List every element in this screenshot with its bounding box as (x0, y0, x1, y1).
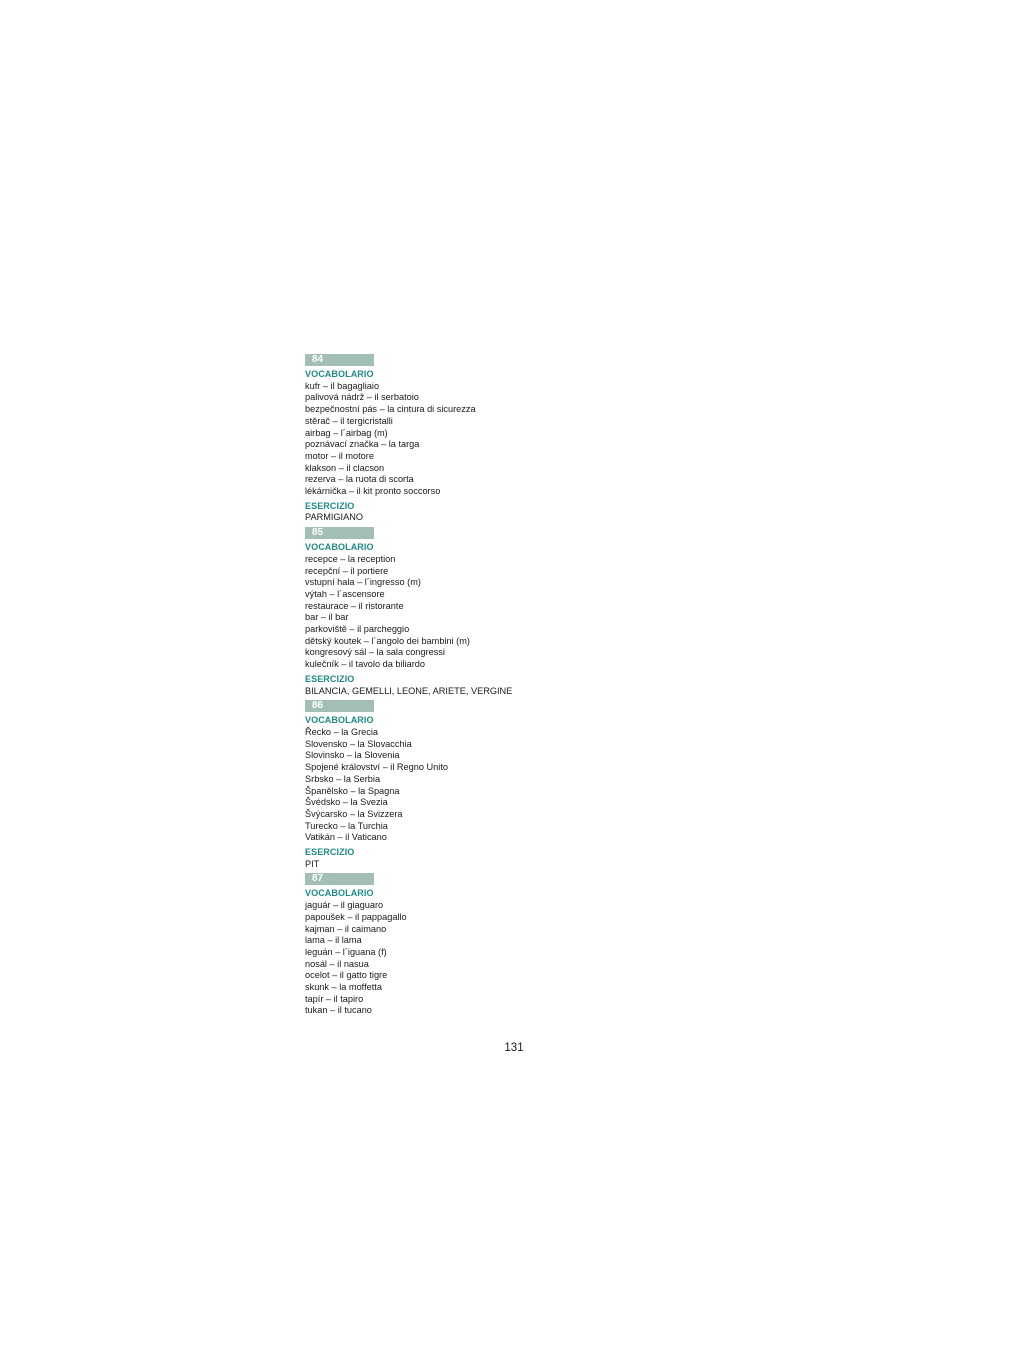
section-84 (305, 354, 625, 524)
exercise-answer: PIT (305, 858, 320, 869)
vocabulary-entry: kulečník – il tavolo da biliardo (305, 659, 426, 670)
vocabulary-heading: VOCABOLARIO (305, 715, 374, 726)
vocabulary-entry: bar – il bar (305, 612, 349, 623)
vocabulary-entry: Spojené království – il Regno Unito (305, 762, 448, 773)
vocabulary-entry: Srbsko – la Serbia (305, 773, 381, 784)
section-number-badge: 87 (305, 873, 374, 885)
vocabulary-heading: VOCABOLARIO (305, 369, 374, 379)
vocabulary-entry: nosál – il nasua (305, 958, 369, 969)
exercise-heading: ESERCIZIO (305, 673, 355, 684)
vocabulary-entry: recepce – la reception (305, 553, 396, 564)
vocabulary-entry: motor – il motore (305, 450, 374, 461)
vocabulary-entry: dětský koutek – l´angolo dei bambini (m) (305, 635, 470, 646)
vocabulary-entry: bezpečnostní pás – la cintura di sicurezza (305, 404, 476, 415)
vocabulary-entry: palivová nádrž – il serbatoio (305, 392, 419, 403)
vocabulary-entry: poznávací značka – la targa (305, 439, 420, 450)
vocabulary-heading: VOCABOLARIO (305, 542, 374, 553)
vocabulary-entry: tapír – il tapiro (305, 993, 364, 1004)
vocabulary-entry: lékárnička – il kit pronto soccorso (305, 486, 441, 497)
section-85 (305, 527, 625, 697)
vocabulary-entry: Slovinsko – la Slovenia (305, 750, 400, 761)
section-number-badge: 85 (305, 527, 374, 539)
vocabulary-entry: Vatikán – il Vaticano (305, 832, 387, 843)
vocabulary-entry: papoušek – il pappagallo (305, 911, 407, 922)
vocabulary-entry: recepční – il portiere (305, 565, 389, 576)
answer-key-column (305, 354, 625, 1017)
vocabulary-entry: Švédsko – la Svezia (305, 797, 388, 808)
vocabulary-heading: VOCABOLARIO (305, 888, 374, 899)
vocabulary-entry: Turecko – la Turchia (305, 820, 388, 831)
vocabulary-entry: restaurace – il ristorante (305, 600, 404, 611)
section-86 (305, 700, 625, 870)
page-number: 131 (504, 1042, 524, 1054)
exercise-answer: BILANCIA, GEMELLI, LEONE, ARIETE, VERGINE (305, 685, 513, 696)
vocabulary-entry: ocelot – il gatto tigre (305, 970, 388, 981)
vocabulary-entry: jaguár – il giaguaro (305, 900, 384, 911)
vocabulary-entry: výtah – l´ascensore (305, 588, 385, 599)
vocabulary-entry: rezerva – la ruota di scorta (305, 474, 414, 485)
section-87 (305, 873, 625, 1017)
vocabulary-entry: Řecko – la Grecia (305, 726, 379, 737)
vocabulary-entry: stěrač – il tergicristalli (305, 415, 393, 426)
vocabulary-entry: Slovensko – la Slovacchia (305, 738, 412, 749)
vocabulary-entry: vstupní hala – l´ingresso (m) (305, 577, 421, 588)
vocabulary-entry: skunk – la moffetta (305, 982, 382, 993)
vocabulary-entry: lama – il lama (305, 935, 362, 946)
exercise-heading: ESERCIZIO (305, 500, 355, 511)
vocabulary-entry: airbag – l´airbag (m) (305, 427, 388, 438)
exercise-answer: PARMIGIANO (305, 512, 364, 523)
vocabulary-entry: Španělsko – la Spagna (305, 785, 400, 796)
vocabulary-entry: Švýcarsko – la Svizzera (305, 808, 403, 819)
vocabulary-entry: klakson – il clacson (305, 462, 385, 473)
vocabulary-entry: tukan – il tucano (305, 1005, 372, 1016)
vocabulary-entry: parkoviště – il parcheggio (305, 624, 410, 635)
exercise-heading: ESERCIZIO (305, 847, 355, 858)
vocabulary-entry: kajman – il caimano (305, 923, 387, 934)
vocabulary-entry: leguán – l´iguana (f) (305, 946, 387, 957)
vocabulary-entry: kongresový sál – la sala congressi (305, 647, 445, 658)
section-number-badge: 86 (305, 700, 374, 712)
section-number-badge: 84 (305, 354, 374, 366)
vocabulary-entry: kufr – il bagagliaio (305, 380, 380, 391)
